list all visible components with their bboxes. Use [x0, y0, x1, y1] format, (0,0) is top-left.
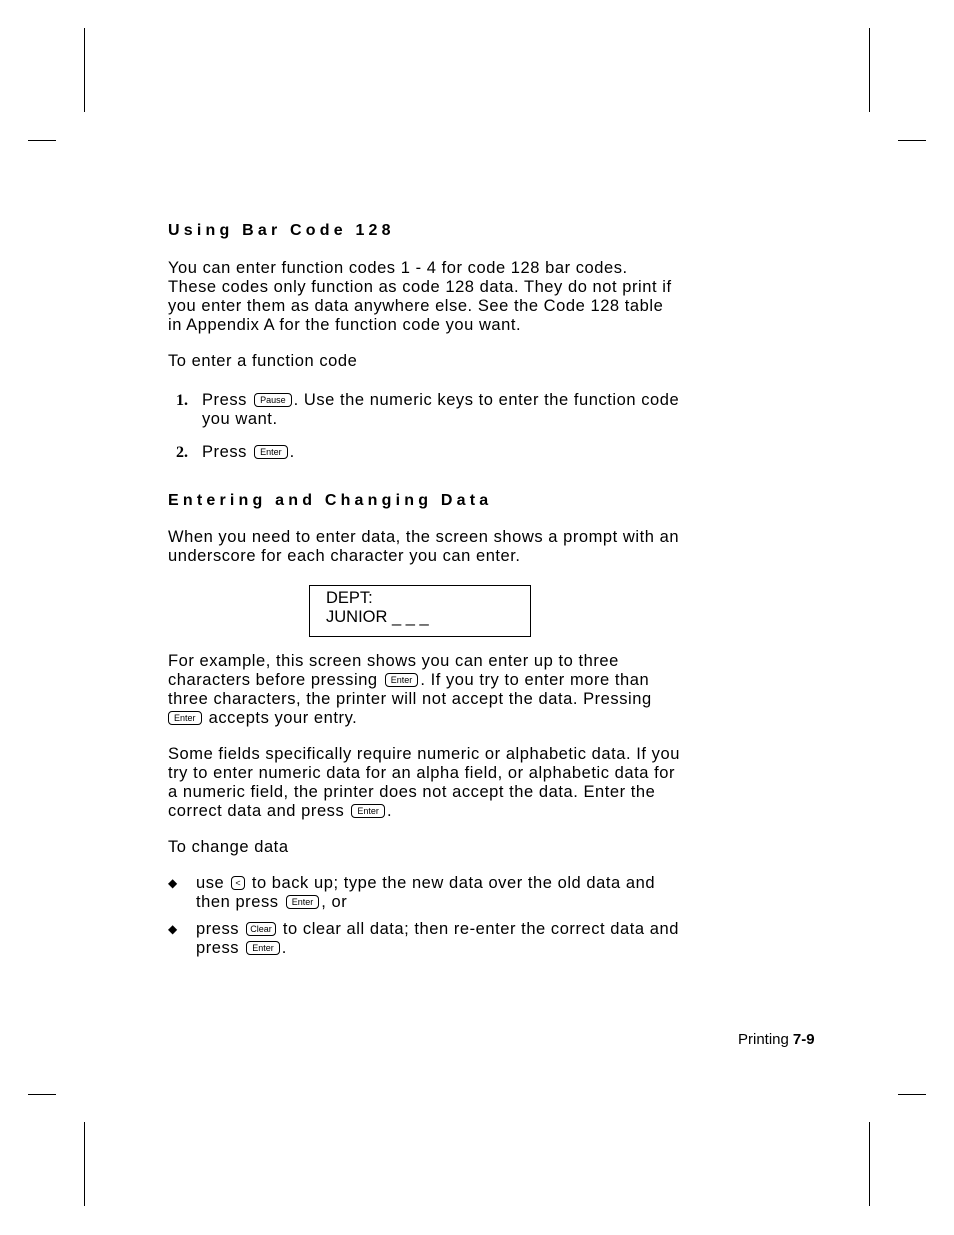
paragraph-prompt-description: When you need to enter data, the screen shows a prompt with an underscore for each character you can enter. [168, 528, 680, 565]
crop-mark [84, 28, 85, 112]
diamond-bullet-icon: ◆ [168, 876, 178, 890]
screen-line-2: JUNIOR _ _ _ [326, 608, 429, 626]
enter-key: Enter [286, 895, 320, 909]
step-number: 2. [176, 444, 188, 461]
section-heading-bar-code-128: Using Bar Code 128 [168, 222, 395, 239]
crop-mark [28, 140, 56, 141]
crop-mark [84, 1122, 85, 1206]
enter-key: Enter [254, 445, 288, 459]
enter-key: Enter [246, 941, 280, 955]
section-heading-entering-data: Entering and Changing Data [168, 492, 493, 509]
intro-enter-function-code: To enter a function code [168, 352, 358, 370]
step-number: 1. [176, 392, 188, 409]
left-arrow-key: < [231, 876, 244, 890]
crop-mark [869, 28, 870, 112]
printer-screen-display [309, 585, 531, 637]
screen-line-1: DEPT: [326, 589, 373, 607]
enter-key: Enter [385, 673, 419, 687]
paragraph-example: For example, this screen shows you can enter up to three characters before pressing Enter . If you try to enter more than three characters, the printer will not accept the data. Pressing Enter accepts your entry. [168, 652, 652, 727]
diamond-bullet-icon: ◆ [168, 922, 178, 936]
paragraph-numeric-alpha: Some fields specifically require numeric or alphabetic data. If you try to enter numeric data for an alpha field, or alphabetic data for a numeric field, the printer does not accept the data. Enter the correct data and press Enter . [168, 745, 680, 820]
crop-mark [28, 1094, 56, 1095]
page-number: 7-9 [792, 1031, 815, 1048]
enter-key: Enter [351, 804, 385, 818]
pause-key: Pause [254, 393, 292, 407]
crop-mark [869, 1122, 870, 1206]
crop-mark [898, 140, 926, 141]
footer-section: Printing [738, 1031, 789, 1048]
paragraph-function-codes: You can enter function codes 1 - 4 for code 128 bar codes. These codes only function as code 128 data. They do not print if you enter them as data anywhere else. See the Code 128 table in Appendix A for the function code you want. [168, 259, 672, 334]
enter-key: Enter [168, 711, 202, 725]
clear-key: Clear [246, 922, 276, 936]
page-footer [738, 1031, 815, 1048]
intro-change-data: To change data [168, 838, 289, 856]
crop-mark [898, 1094, 926, 1095]
